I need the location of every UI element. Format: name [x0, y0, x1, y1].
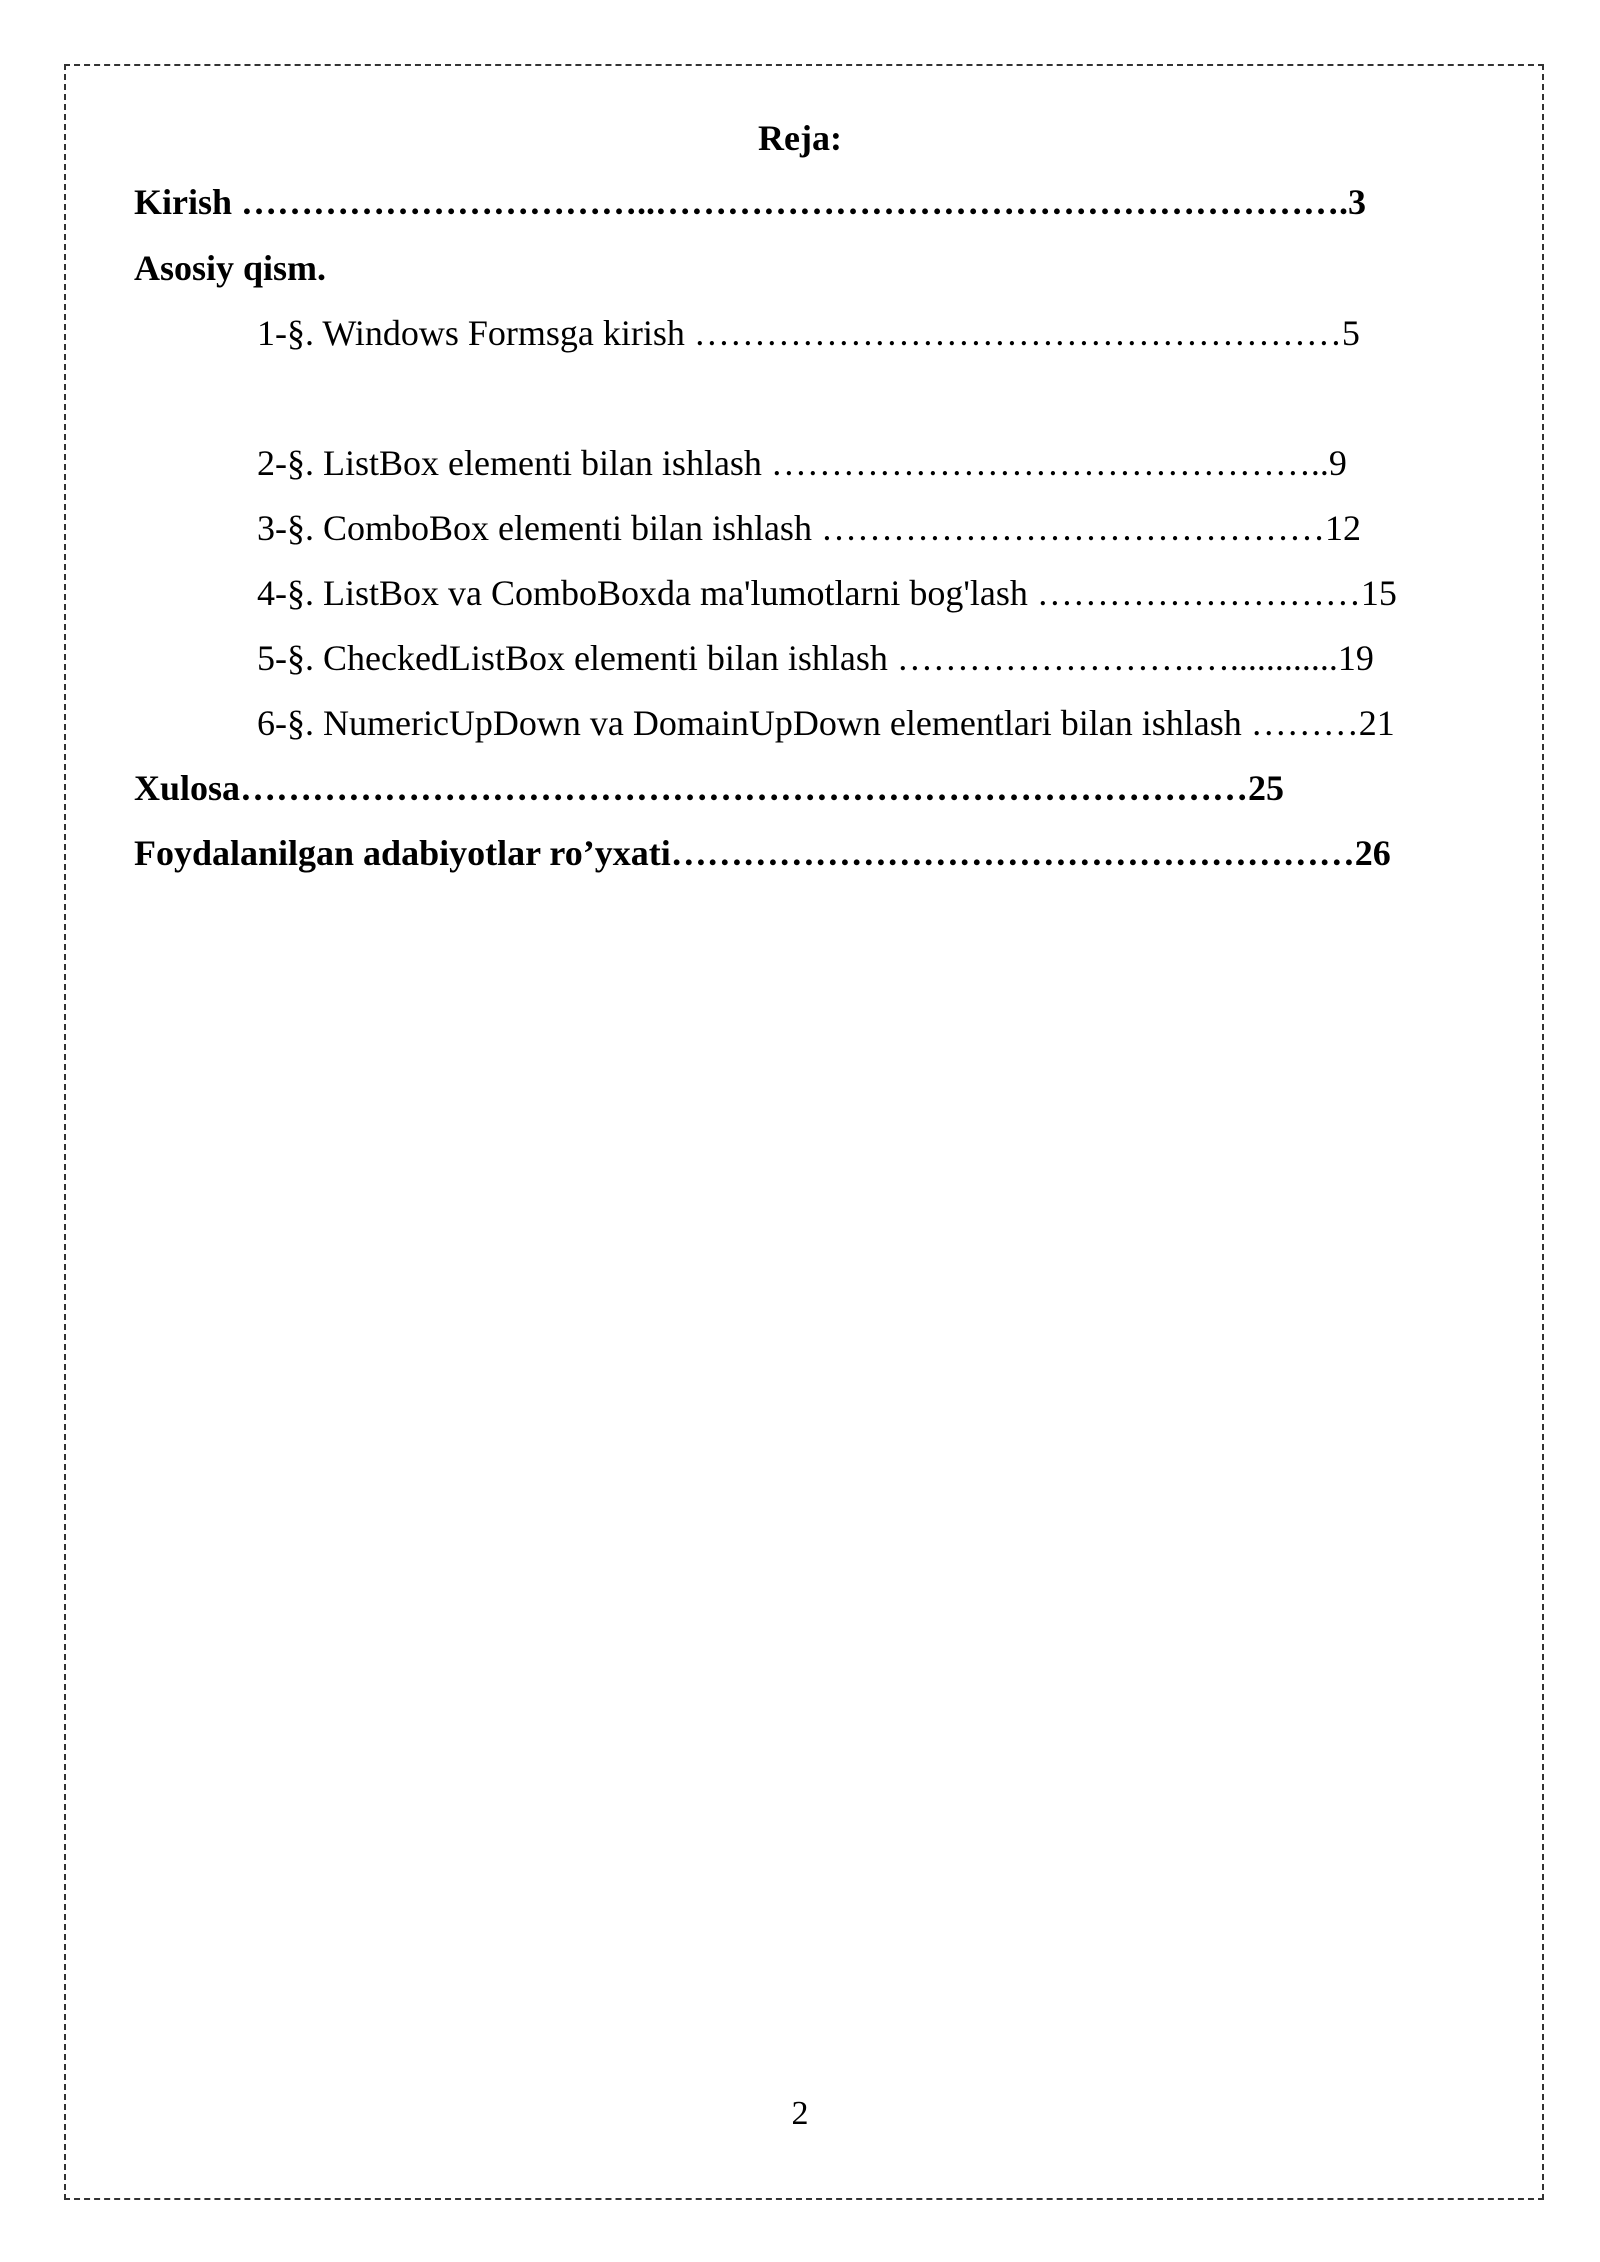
toc-conclusion: Xulosa…………………………………………………………………………25	[134, 768, 1285, 808]
toc-item-3: 3-§. ComboBox elementi bilan ishlash ……………………………………12	[257, 508, 1361, 548]
page-number: 2	[791, 2095, 809, 2132]
page-border	[64, 64, 1544, 2200]
toc-intro: Kirish ……………………………..………………………………………………….3	[134, 182, 1367, 222]
toc-references: Foydalanilgan adabiyotlar ro’yxati…………………………………………………26	[134, 833, 1391, 873]
toc-item-1: 1-§. Windows Formsga kirish ………………………………………………5	[257, 313, 1360, 353]
toc-item-6: 6-§. NumericUpDown va DomainUpDown elementlari bilan ishlash ………21	[257, 703, 1395, 743]
toc-main-heading: Asosiy qism.	[134, 248, 327, 288]
toc-item-4: 4-§. ListBox va ComboBoxda ma'lumotlarni bog'lash ………………………15	[257, 573, 1397, 613]
toc-item-2: 2-§. ListBox elementi bilan ishlash ………………………………………..9	[257, 443, 1347, 483]
page-title: Reja:	[758, 118, 842, 158]
toc-item-5: 5-§. CheckedListBox elementi bilan ishlash …………………….…............19	[257, 638, 1374, 678]
